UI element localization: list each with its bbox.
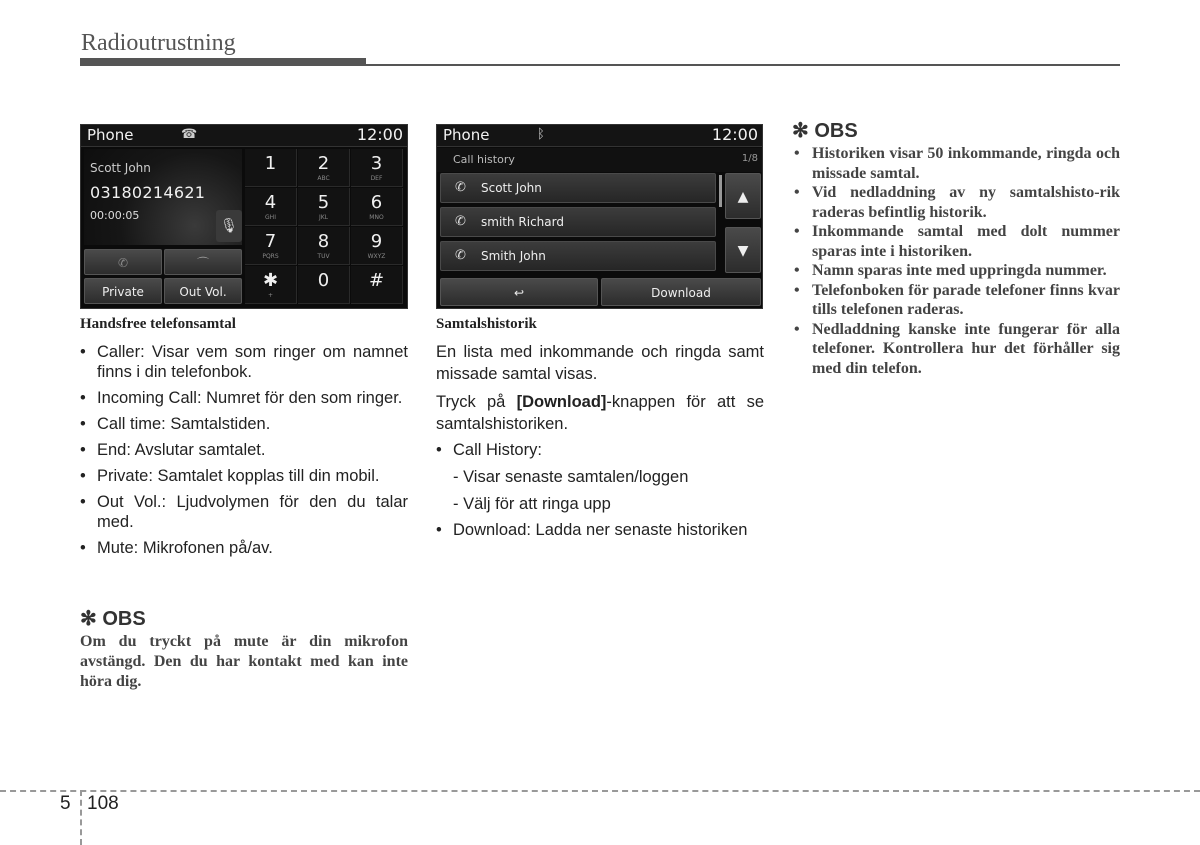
call-history-header <box>437 148 762 172</box>
arrow-down-icon: ▼ <box>737 243 749 259</box>
keypad-key[interactable] <box>245 188 297 226</box>
key-digit: 3 <box>370 153 383 174</box>
history-row[interactable] <box>440 173 716 203</box>
download-keyword: [Download] <box>516 393 607 411</box>
history-row[interactable] <box>440 207 716 237</box>
download-button[interactable]: Download <box>601 278 761 306</box>
list-item: • Private: Samtalet kopplas till din mobil. <box>80 466 408 486</box>
chapter-number: 5 <box>60 793 71 814</box>
sub-list-item: - Visar senaste samtalen/loggen <box>453 468 689 486</box>
history-contact-name: Scott John <box>481 181 542 195</box>
mute-mic-icon[interactable]: 🎙 <box>216 210 242 242</box>
phone-icon: ✆ <box>455 180 466 195</box>
download-list <box>436 520 764 546</box>
paragraph-download <box>436 391 764 435</box>
key-letters: GHI <box>265 214 276 221</box>
keypad-key[interactable] <box>245 227 297 265</box>
key-digit: 9 <box>370 231 383 252</box>
dial-keypad <box>245 149 405 307</box>
accept-phone-icon: ✆ <box>117 256 129 270</box>
scroll-down-button[interactable] <box>725 227 761 273</box>
footer-divider <box>80 790 82 845</box>
key-digit: 7 <box>264 231 277 252</box>
section-title: Radioutrustning <box>81 30 236 56</box>
key-letters: PQRS <box>262 253 279 260</box>
end-call-button[interactable] <box>164 249 242 275</box>
hangup-phone-icon: ⌒ <box>196 256 209 270</box>
page-number: 108 <box>87 793 119 814</box>
keypad-key[interactable] <box>351 227 403 265</box>
out-vol-button[interactable]: Out Vol. <box>164 278 242 304</box>
obs-list <box>792 144 1120 378</box>
scrollbar[interactable] <box>719 175 722 207</box>
header-rule-thick <box>80 58 366 66</box>
key-digit: 0 <box>317 270 330 291</box>
key-letters: MNO <box>369 214 384 221</box>
clock: 12:00 <box>711 125 758 144</box>
screen-title: Phone <box>443 126 490 144</box>
key-digit: 6 <box>370 192 383 213</box>
keypad-key[interactable] <box>298 266 350 304</box>
missed-call-icon: ✆ <box>455 248 466 263</box>
obs-note: Om du tryckt på mute är din mikrofon avstängd. Den du har kontakt med kan inte höra dig. <box>80 633 408 690</box>
private-button[interactable]: Private <box>84 278 162 304</box>
obs-heading: ✻ OBS <box>80 608 146 630</box>
phone-icon: ✆ <box>455 214 466 229</box>
history-contact-name: smith Richard <box>481 215 564 229</box>
key-letters: JKL <box>318 214 329 221</box>
text: Tryck på <box>436 393 517 411</box>
bluetooth-icon: ᛒ <box>537 127 545 142</box>
list-item: • Call History: <box>436 440 764 460</box>
status-bar <box>81 125 407 147</box>
text: -knappen för att se samtalshistoriken. <box>436 393 764 433</box>
caller-number: 03180214621 <box>90 183 206 202</box>
key-digit: # <box>368 270 385 291</box>
obs-list-item: • Historiken visar 50 inkommande, ringda och missade samtal. <box>792 144 1120 183</box>
footer-rule <box>0 790 1200 792</box>
list-item: • Call time: Samtalstiden. <box>80 414 408 434</box>
obs-list-item: • Namn sparas inte med uppringda nummer. <box>792 261 1120 281</box>
call-history-title: Call history <box>453 153 515 166</box>
keypad-key[interactable] <box>351 149 403 187</box>
list-item: • Mute: Mikrofonen på/av. <box>80 538 408 558</box>
page-indicator: 1/8 <box>741 153 758 164</box>
list-item: • Download: Ladda ner senaste historiken <box>436 520 764 540</box>
caller-name: Scott John <box>90 161 151 175</box>
key-digit: 4 <box>264 192 277 213</box>
history-row[interactable] <box>440 241 716 271</box>
list-item: • Caller: Visar vem som ringer om namnet finns i din telefonbok. <box>80 342 408 382</box>
screen-title: Phone <box>87 126 134 144</box>
figure-caption: Samtalshistorik <box>436 316 537 332</box>
keypad-key[interactable] <box>298 188 350 226</box>
keypad-key[interactable] <box>351 266 403 304</box>
keypad-key[interactable] <box>351 188 403 226</box>
key-letters: ABC <box>317 175 330 182</box>
obs-list-item: • Inkommande samtal med dolt nummer sparas inte i historiken. <box>792 222 1120 261</box>
phone-call-screen <box>80 124 408 309</box>
obs-heading: ✻ OBS <box>792 120 858 142</box>
key-letters: WXYZ <box>367 253 386 260</box>
key-digit: 5 <box>317 192 330 213</box>
key-letters: TUV <box>317 253 330 260</box>
list-item: • Out Vol.: Ljudvolymen för den du talar med. <box>80 492 408 532</box>
key-letters: DEF <box>370 175 383 182</box>
back-arrow-icon: ↩ <box>513 286 525 300</box>
history-contact-name: Smith John <box>481 249 546 263</box>
key-digit: 1 <box>264 153 277 174</box>
figure-caption: Handsfree telefonsamtal <box>80 316 236 332</box>
key-letters: + <box>267 292 274 299</box>
keypad-key[interactable] <box>298 149 350 187</box>
list-item: • End: Avslutar samtalet. <box>80 440 408 460</box>
call-history-sublist <box>436 467 764 521</box>
sub-list-item: - Välj för att ringa upp <box>453 495 611 513</box>
phone-handset-icon: ☎ <box>181 127 198 142</box>
back-button[interactable] <box>440 278 598 306</box>
call-time: 00:00:05 <box>90 209 140 222</box>
caller-info-panel <box>84 149 242 245</box>
obs-list-item: • Vid nedladdning av ny samtalshisto-rik raderas befintlig historik. <box>792 183 1120 222</box>
key-digit: ✱ <box>262 270 279 291</box>
keypad-key[interactable] <box>298 227 350 265</box>
obs-list-item: • Telefonboken för parade telefoner finns kvar tills telefonen raderas. <box>792 281 1120 320</box>
header-rule <box>366 64 1120 66</box>
accept-call-button[interactable] <box>84 249 162 275</box>
arrow-up-icon: ▲ <box>737 189 749 205</box>
status-bar <box>437 125 762 147</box>
list-item: • Incoming Call: Numret för den som ringer. <box>80 388 408 408</box>
call-history-screen <box>436 124 763 309</box>
clock: 12:00 <box>356 125 403 144</box>
scroll-up-button[interactable] <box>725 173 761 219</box>
key-digit: 8 <box>317 231 330 252</box>
obs-list-item: • Nedladdning kanske inte fungerar för alla telefoner. Kontrollera hur det förhåller sig med din telefon. <box>792 320 1120 379</box>
key-digit: 2 <box>317 153 330 174</box>
call-history-list <box>436 440 764 466</box>
keypad-key[interactable] <box>245 266 297 304</box>
paragraph: En lista med inkommande och ringda samt missade samtal visas. <box>436 343 764 383</box>
keypad-key[interactable] <box>245 149 297 187</box>
feature-list <box>80 342 408 564</box>
